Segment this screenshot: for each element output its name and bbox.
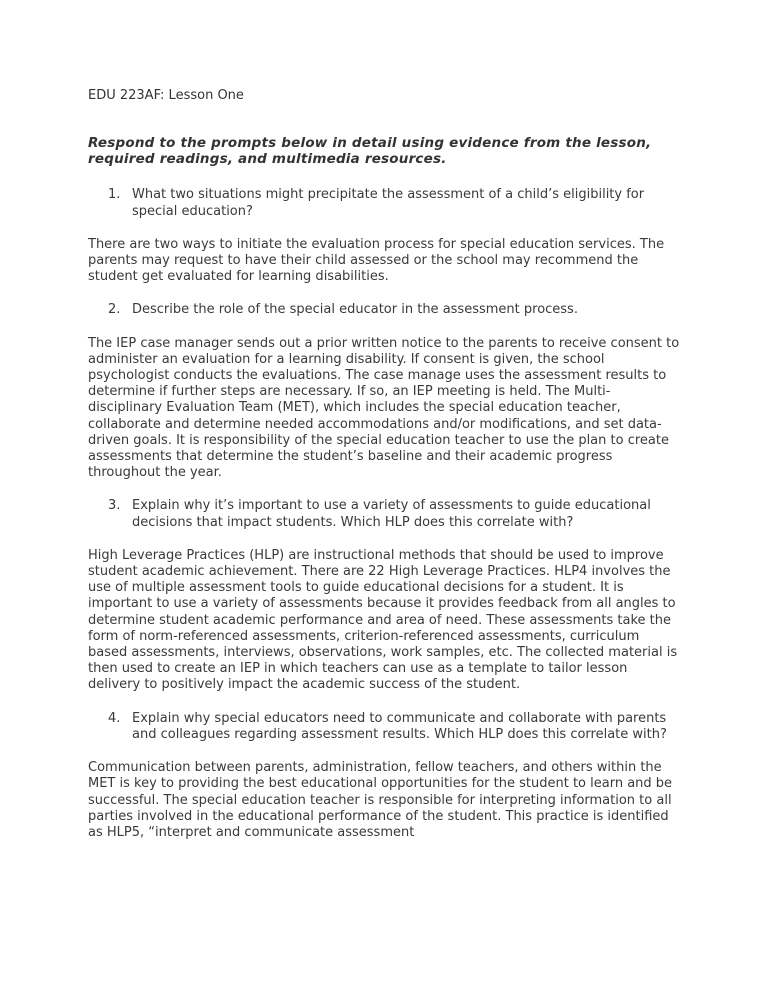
question-1-text: What two situations might precipitate the assessment of a child’s eligibility for special education? [132,187,645,219]
question-4 [88,711,682,743]
question-4-number: 4. [108,710,121,726]
answer-3: High Leverage Practices (HLP) are instructional methods that should be used to improve student academic achievement. There are 22 High Leverage Practices. HLP4 involves the use of multiple assessment tools to guide educational decisions for a student. It is important to use a variety of assessments because it provides feedback from all angles to determine student academic performance and area of need. These assessments take the form of norm-referenced assessments, criterion-referenced assessments, curriculum based assessments, interviews, observations, work samples, etc. The collected material is then used to create an IEP in which teachers can use as a template to tailor lesson delivery to positively impact the academic success of the student. [88,547,678,693]
answer-2: The IEP case manager sends out a prior written notice to the parents to receive consent to administer an evaluation for a learning disability. If consent is given, the school psychologist conducts the evaluations. The case manage uses the assessment results to determine if further steps are necessary. If so, an IEP meeting is held. The Multi-disciplinary Evaluation Team (MET), which includes the special education teacher, collaborate and determine needed accommodations and/or modifications, and set data-driven goals. It is responsibility of the special education teacher to use the plan to create assessments that determine the student’s baseline and their academic progress throughout the year. [88,335,680,481]
answer-4: Communication between parents, administration, fellow teachers, and others within the MET is key to providing the best educational opportunities for the student to learn and be successful. The special education teacher is responsible for interpreting information to all parties involved in the educational performance of the student. This practice is identified as HLP5, “interpret and communicate assessment [88,760,673,840]
assignment-instructions: Respond to the prompts below in detail using evidence from the lesson, required readings, and multimedia resources. [88,135,652,168]
question-1 [88,187,682,219]
question-2 [88,302,682,318]
question-1-number: 1. [108,187,121,203]
answer-1: There are two ways to initiate the evaluation process for special education services. The parents may request to have their child assessed or the school may recommend the student get evaluated for learning disabilities. [88,236,665,285]
qa-block-1 [88,187,682,285]
qa-block-2 [88,302,682,481]
question-3 [88,498,682,530]
question-3-text: Explain why it’s important to use a variety of assessments to guide educational decisions that impact students. Which HLP does this correlate with? [132,498,651,530]
question-2-text: Describe the role of the special educator in the assessment process. [132,302,578,318]
question-3-number: 3. [108,498,121,514]
question-2-number: 2. [108,302,121,318]
qa-block-3 [88,498,682,693]
question-4-text: Explain why special educators need to communicate and collaborate with parents and colleagues regarding assessment results. Which HLP does this correlate with? [132,710,667,742]
qa-block-4 [88,711,682,841]
document-title: EDU 223AF: Lesson One [88,88,244,103]
